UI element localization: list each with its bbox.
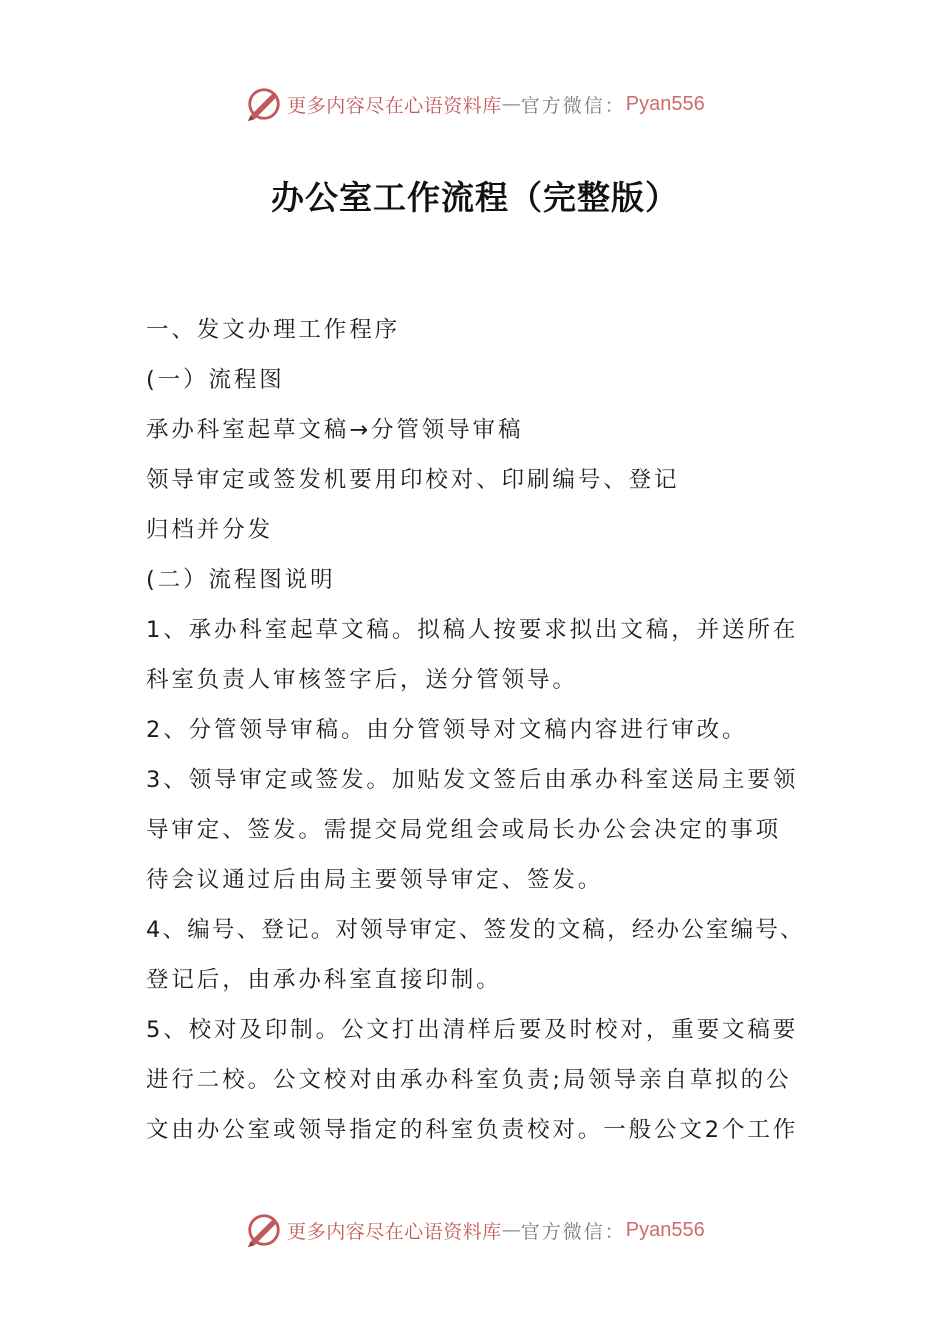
- paragraph-line: 导审定、签发。需提交局党组会或局长办公会决定的事项: [146, 817, 782, 843]
- paragraph-line: 1、承办科室起草文稿。拟稿人按要求拟出文稿，并送所在: [146, 617, 799, 643]
- header-banner: [0, 82, 950, 126]
- flow-step: 领导审定或签发机要用印校对、印刷编号、登记: [146, 467, 680, 493]
- section-heading: 一、发文办理工作程序: [146, 317, 401, 343]
- flow-step: 承办科室起草文稿→分管领导审稿: [146, 417, 524, 443]
- banner-brand: 更多内容尽在心语资料库: [287, 1220, 502, 1243]
- paragraph-line: 文由办公室或领导指定的科室负责校对。一般公文2个工作: [146, 1117, 799, 1143]
- paragraph-line: 登记后，由承办科室直接印制。: [146, 967, 502, 993]
- paragraph-line: 待会议通过后由局主要领导审定、签发。: [146, 867, 604, 893]
- paragraph-line: 2、分管领导审稿。由分管领导对文稿内容进行审改。: [146, 717, 748, 743]
- footer-banner: [0, 1208, 950, 1252]
- document-title: 办公室工作流程（完整版）: [271, 178, 679, 217]
- paragraph-line: 科室负责人审核签字后，送分管领导。: [146, 667, 578, 693]
- banner-wechat-id: Pyan556: [625, 1218, 705, 1241]
- paragraph-line: 3、领导审定或签发。加贴发文签后由承办科室送局主要领: [146, 767, 799, 793]
- banner-wechat-label: 官方微信：: [520, 94, 626, 117]
- pen-logo-icon: [245, 1211, 283, 1249]
- subsection-heading: (一）流程图: [146, 367, 285, 393]
- banner-dash: —: [501, 93, 521, 115]
- banner-wechat-label: 官方微信：: [520, 1220, 626, 1243]
- document-body: [146, 305, 826, 1155]
- paragraph-line: 进行二校。公文校对由承办科室负责;局领导亲自草拟的公: [146, 1067, 792, 1093]
- banner-dash: —: [501, 1219, 521, 1241]
- banner-brand: 更多内容尽在心语资料库: [287, 94, 502, 117]
- paragraph-line: 5、校对及印制。公文打出清样后要及时校对，重要文稿要: [146, 1017, 799, 1043]
- pen-logo-icon: [245, 85, 283, 123]
- flow-step: 归档并分发: [146, 517, 274, 543]
- banner-wechat-id: Pyan556: [625, 92, 705, 115]
- paragraph-line: 4、编号、登记。对领导审定、签发的文稿，经办公室编号、: [146, 917, 805, 943]
- subsection-heading: (二）流程图说明: [146, 567, 336, 593]
